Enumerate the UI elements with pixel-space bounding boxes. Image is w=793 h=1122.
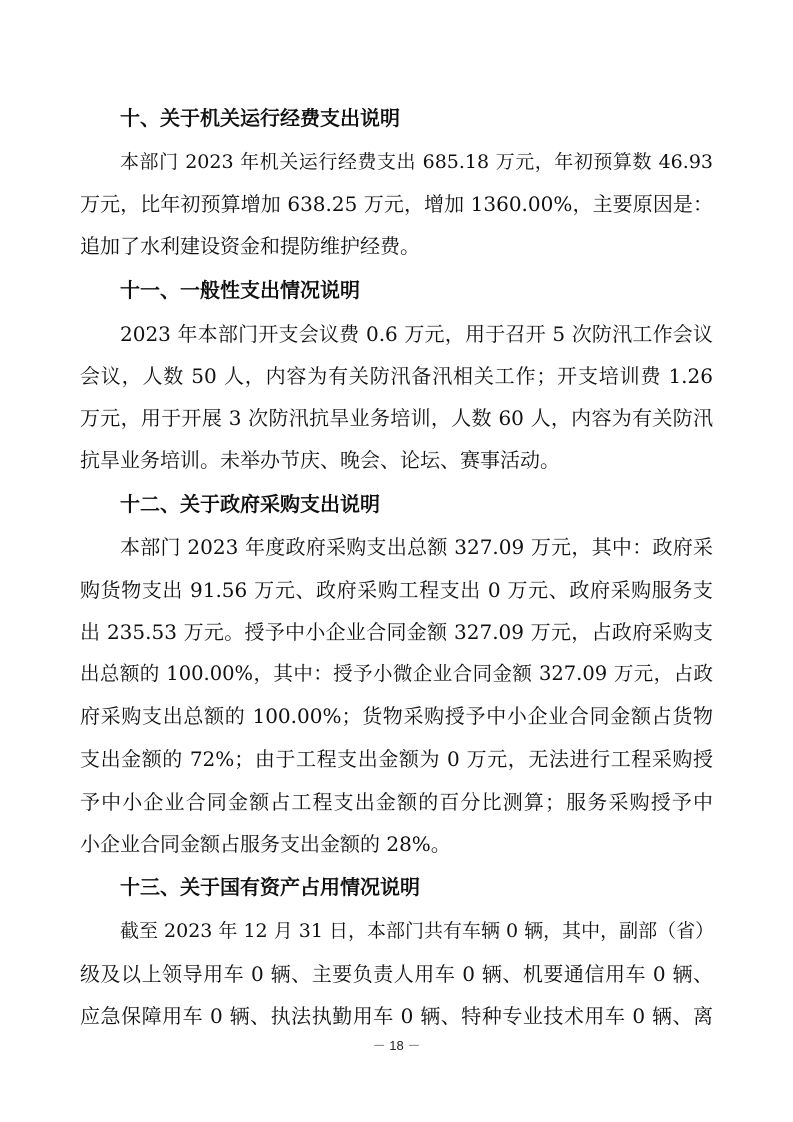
paragraph-line: 本部门 2023 年度政府采购支出总额 327.09 万元，其中：政府采 bbox=[120, 535, 713, 559]
paragraph-line: 应急保障用车 0 辆、执法执勤用车 0 辆、特种专业技术用车 0 辆、离 bbox=[80, 1004, 713, 1028]
paragraph-line: 小企业合同金额占服务支出金额的 28%。 bbox=[80, 832, 451, 856]
paragraph-line: 级及以上领导用车 0 辆、主要负责人用车 0 辆、机要通信用车 0 辆、 bbox=[80, 962, 713, 986]
page-number: － 18 － bbox=[372, 1038, 421, 1053]
paragraph-line: 本部门 2023 年机关运行经费支出 685.18 万元，年初预算数 46.93 bbox=[120, 151, 713, 173]
paragraph-line: 购货物支出 91.56 万元、政府采购工程支出 0 万元、政府采购服务支 bbox=[80, 578, 713, 602]
section-heading-12: 十二、关于政府采购支出说明 bbox=[120, 492, 380, 516]
paragraph-line: 支出金额的 72%；由于工程支出金额为 0 万元，无法进行工程采购授 bbox=[80, 747, 713, 771]
section-heading-13: 十三、关于国有资产占用情况说明 bbox=[120, 875, 420, 899]
paragraph-line: 抗旱业务培训。未举办节庆、晚会、论坛、赛事活动。 bbox=[80, 448, 560, 472]
paragraph-line: 截至 2023 年 12 月 31 日，本部门共有车辆 0 辆，其中，副部（省） bbox=[120, 920, 715, 942]
paragraph-line: 出 235.53 万元。授予中小企业合同金额 327.09 万元，占政府采购支 bbox=[80, 620, 713, 644]
section-heading-10: 十、关于机关运行经费支出说明 bbox=[120, 106, 400, 130]
paragraph-line: 会议，人数 50 人，内容为有关防汛备汛相关工作；开支培训费 1.26 bbox=[80, 364, 713, 388]
paragraph-line: 出总额的 100.00%，其中：授予小微企业合同金额 327.09 万元，占政 bbox=[80, 662, 713, 685]
paragraph-line: 2023 年本部门开支会议费 0.6 万元，用于召开 5 次防汛工作会议 bbox=[120, 322, 713, 346]
section-heading-11: 十一、一般性支出情况说明 bbox=[120, 278, 360, 302]
paragraph-line: 万元，比年初预算增加 638.25 万元，增加 1360.00%，主要原因是： bbox=[80, 192, 713, 216]
paragraph-line: 万元，用于开展 3 次防汛抗旱业务培训，人数 60 人，内容为有关防汛 bbox=[80, 406, 713, 430]
paragraph-line: 追加了水利建设资金和提防维护经费。 bbox=[80, 234, 420, 258]
paragraph-line: 予中小企业合同金额占工程支出金额的百分比测算；服务采购授予中 bbox=[80, 790, 713, 814]
paragraph-line: 府采购支出总额的 100.00%；货物采购授予中小企业合同金额占货物 bbox=[80, 704, 713, 728]
